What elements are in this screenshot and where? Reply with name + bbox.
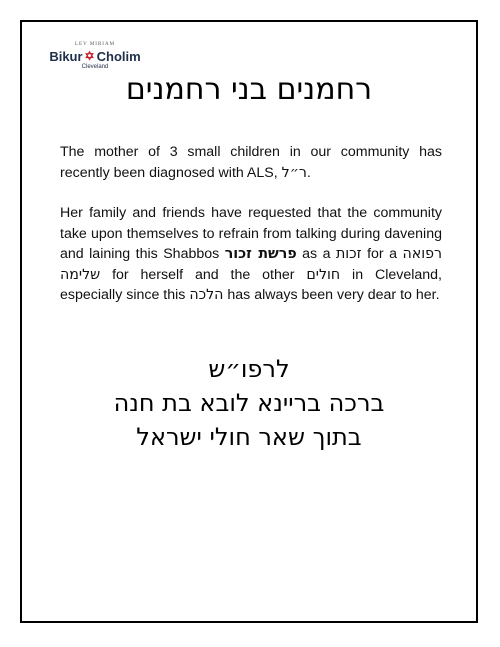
patient-name: ברכה בריינא לובא בת חנה	[113, 389, 385, 417]
paragraph-diagnosis	[60, 142, 442, 183]
request-text-2: as a	[296, 246, 336, 262]
bikur-cholim-logo	[48, 42, 142, 71]
refuah-heading: לרפו״ש	[208, 355, 290, 383]
paragraph-request	[60, 203, 442, 306]
logo-name-left: Bikur	[49, 49, 83, 64]
hebrew-parshas-zachor: פרשת זכור	[224, 246, 297, 262]
logo-tagline: LEV MIRIAM	[74, 42, 116, 47]
logo-name-right: Cholim	[96, 49, 141, 64]
announcement-body	[60, 142, 442, 326]
hebrew-halacha: הלכה	[189, 287, 224, 303]
request-text-3: for a	[361, 246, 403, 262]
hebrew-zechus: זכות	[335, 246, 362, 262]
diagnosis-period: .	[306, 164, 311, 181]
request-text-6: has always been very dear to her.	[223, 287, 440, 303]
hebrew-abbrev-rl: ר״ל	[281, 164, 307, 181]
logo-city: Cleveland	[81, 64, 109, 70]
hebrew-cholim: חולים	[306, 266, 341, 283]
refuah-closing: בתוך שאר חולי ישראל	[136, 423, 362, 451]
page-title: רחמנים בני רחמנים	[125, 72, 373, 107]
star-of-david-icon: ✡	[84, 49, 95, 63]
diagnosis-text: The mother of 3 small children in our community has recently been diagnosed with ALS,	[60, 144, 442, 181]
refuah-names-block	[22, 352, 476, 454]
hebrew-refuah-shleima: רפואה שלימה	[60, 246, 442, 283]
request-text-1: Her family and friends have requested that the community take upon themselves to refrain from talking during davening and laining this Shabbos	[60, 205, 442, 262]
flyer-page	[20, 20, 478, 623]
request-text-4: for herself and the other	[100, 266, 307, 283]
logo-wordmark	[48, 49, 142, 64]
request-text-5: in Cleveland, especially since this	[60, 266, 442, 303]
